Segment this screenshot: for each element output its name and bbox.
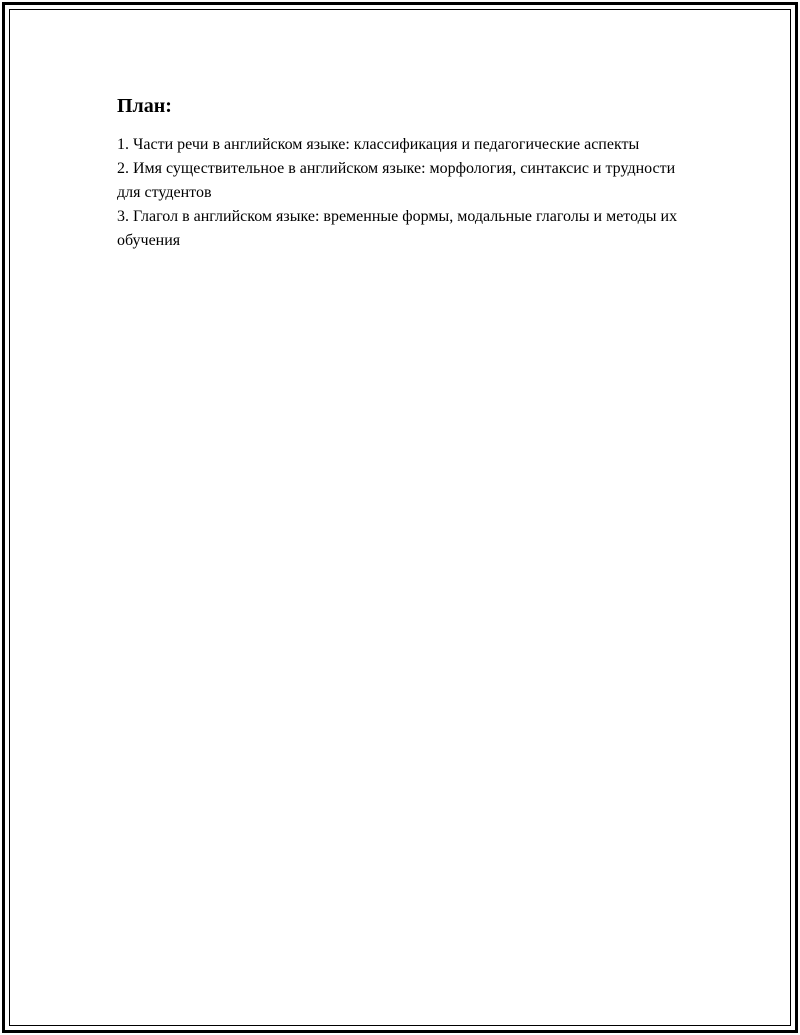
plan-item-1: 1. Части речи в английском языке: классификация и педагогические аспекты	[117, 136, 640, 153]
plan-item-3: 3. Глагол в английском языке: временные формы, модальные глаголы и методы их обучения	[117, 208, 678, 249]
plan-section	[117, 93, 697, 253]
plan-heading: План:	[117, 95, 172, 117]
plan-list	[117, 133, 697, 253]
plan-item-2: 2. Имя существительное в английском языке: морфология, синтаксис и трудности для студентов	[117, 160, 676, 201]
